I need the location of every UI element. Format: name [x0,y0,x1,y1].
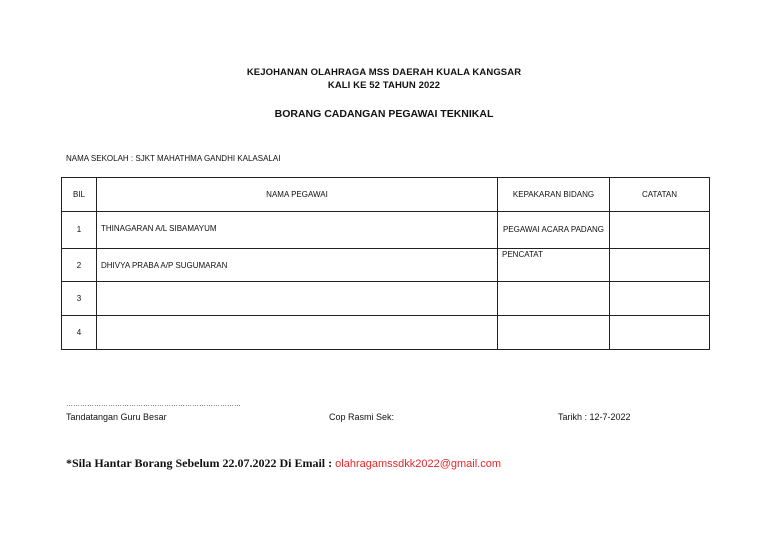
email-address: olahragamssdkk2022@gmail.com [335,458,501,470]
row-kepakaran [498,316,610,350]
officer-table [61,177,710,350]
official-stamp-label: Cop Rasmi Sek: [329,412,395,422]
header-catatan: CATATAN [610,178,710,212]
row-nama: DHIVYA PRABA A/P SUGUMARAN [97,248,498,282]
row-nama [97,316,498,350]
school-name: NAMA SEKOLAH : SJKT MAHATHMA GANDHI KALASALAI [66,154,281,163]
row-catatan [610,282,710,316]
row-kepakaran [498,282,610,316]
form-title: BORANG CADANGAN PEGAWAI TEKNIKAL [274,108,494,120]
row-catatan [610,248,710,282]
event-edition: KALI KE 52 TAHUN 2022 [327,80,441,91]
table-row [62,316,710,350]
header-bil: BIL [62,178,97,212]
submission-note-text: *Sila Hantar Borang Sebelum 22.07.2022 Di Email : [66,456,336,470]
table-row [62,282,710,316]
event-title: KEJOHANAN OLAHRAGA MSS DAERAH KUALA KANGSAR [246,67,522,78]
header-kepakaran-bidang: KEPAKARAN BIDANG [498,178,610,212]
date-label: Tarikh : 12-7-2022 [558,412,631,422]
table-row [62,211,710,248]
signature-line: ………………………………………………………………… [66,401,241,408]
row-bil: 4 [62,316,97,350]
row-bil: 1 [62,211,97,248]
signature-label: Tandatangan Guru Besar [66,412,167,422]
table-header-row [62,178,710,212]
submission-note [66,456,501,471]
row-nama: THINAGARAN A/L SIBAMAYUM [97,211,498,248]
row-kepakaran: PEGAWAI ACARA PADANG [498,211,610,248]
row-catatan [610,316,710,350]
table-row [62,248,710,282]
row-catatan [610,211,710,248]
row-bil: 3 [62,282,97,316]
row-nama [97,282,498,316]
row-kepakaran: PENCATAT [498,248,610,282]
row-bil: 2 [62,248,97,282]
header-nama-pegawai: NAMA PEGAWAI [97,178,498,212]
